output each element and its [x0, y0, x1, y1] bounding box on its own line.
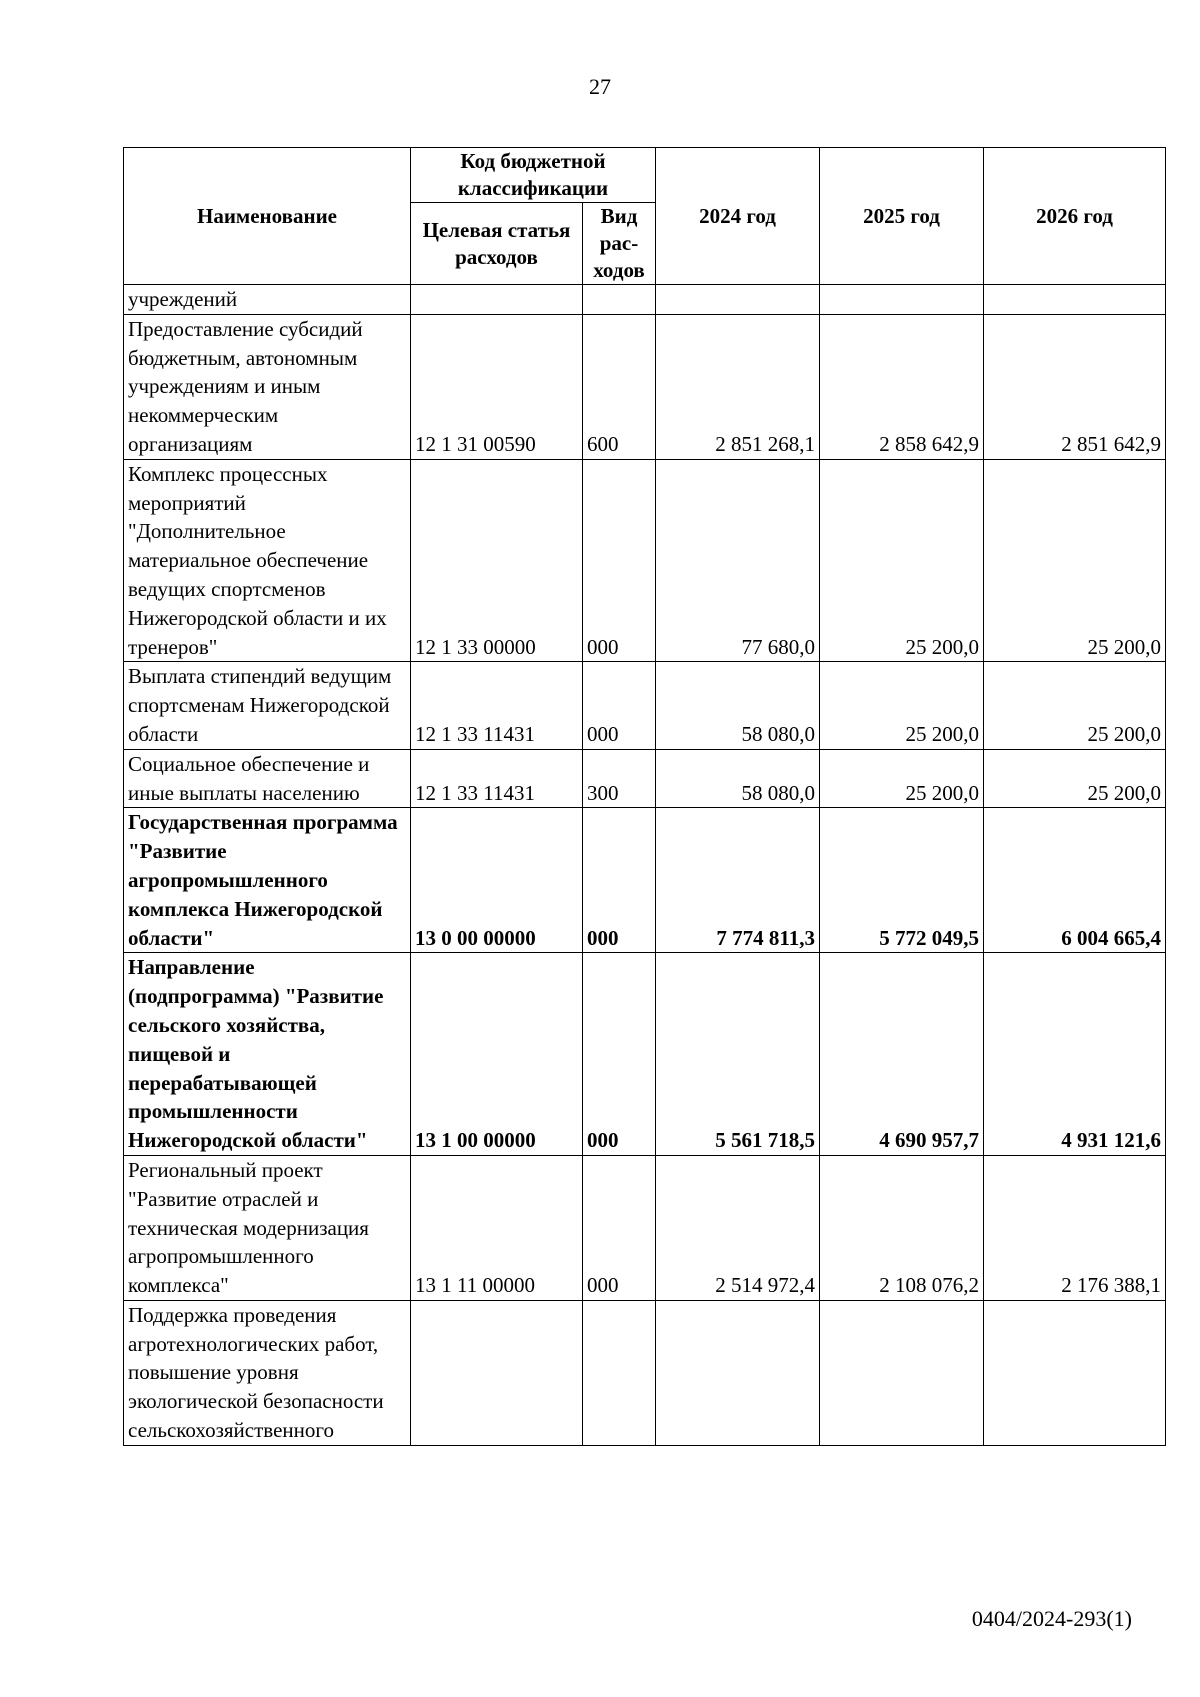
row-2026: 25 200,0 [984, 459, 1166, 662]
row-kind: 000 [583, 808, 656, 953]
table-row [124, 1155, 1166, 1300]
row-code: 13 0 00 00000 [411, 808, 583, 953]
row-kind [583, 1300, 656, 1445]
row-2024 [656, 285, 820, 315]
table-row [124, 662, 1166, 749]
row-name: Социальное обеспечение и иные выплаты населению [124, 749, 411, 808]
header-target: Целевая статья расходов [411, 203, 583, 285]
row-code: 12 1 31 00590 [411, 314, 583, 459]
row-2026: 25 200,0 [984, 749, 1166, 808]
row-name: Региональный проект "Развитие отраслей и техническая модернизация агропромышленного комплекса" [124, 1155, 411, 1300]
table-row [124, 459, 1166, 662]
row-2024: 7 774 811,3 [656, 808, 820, 953]
table-row [124, 808, 1166, 953]
row-2025 [820, 1300, 984, 1445]
document-code: 0404/2024-293(1) [971, 1606, 1132, 1631]
row-2025: 2 858 642,9 [820, 314, 984, 459]
row-2025: 25 200,0 [820, 662, 984, 749]
row-2024 [656, 1300, 820, 1445]
row-2024: 77 680,0 [656, 459, 820, 662]
row-2026 [984, 285, 1166, 315]
row-kind: 000 [583, 459, 656, 662]
row-kind: 000 [583, 662, 656, 749]
row-2026: 2 176 388,1 [984, 1155, 1166, 1300]
row-name: Комплекс процессных мероприятий "Дополнительное материальное обеспечение ведущих спортсменов Нижегородской области и их тренеров" [124, 459, 411, 662]
budget-table [123, 147, 1166, 1446]
row-name: Направление (подпрограмма) "Развитие сельского хозяйства, пищевой и перерабатывающей промышленности Нижегородской области" [124, 953, 411, 1156]
row-kind: 300 [583, 749, 656, 808]
row-kind: 000 [583, 1155, 656, 1300]
row-kind: 000 [583, 953, 656, 1156]
row-code: 12 1 33 00000 [411, 459, 583, 662]
row-2024: 2 514 972,4 [656, 1155, 820, 1300]
row-2026: 25 200,0 [984, 662, 1166, 749]
table-row [124, 314, 1166, 459]
table-row [124, 1300, 1166, 1445]
row-name: Поддержка проведения агротехнологических работ, повышение уровня экологической безопасности сельскохозяйственного [124, 1300, 411, 1445]
page-number: 27 [589, 74, 611, 99]
header-name: Наименование [124, 148, 411, 285]
row-2025: 4 690 957,7 [820, 953, 984, 1156]
row-2025: 25 200,0 [820, 459, 984, 662]
header-kbk: Код бюджетной классификации [411, 148, 656, 203]
table-header-row [124, 148, 1166, 203]
row-2024: 58 080,0 [656, 749, 820, 808]
table-row [124, 285, 1166, 315]
row-2026: 4 931 121,6 [984, 953, 1166, 1156]
row-2024: 2 851 268,1 [656, 314, 820, 459]
row-2024: 5 561 718,5 [656, 953, 820, 1156]
row-2024: 58 080,0 [656, 662, 820, 749]
row-2025: 5 772 049,5 [820, 808, 984, 953]
row-2026: 6 004 665,4 [984, 808, 1166, 953]
row-code: 12 1 33 11431 [411, 662, 583, 749]
row-name: Выплата стипендий ведущим спортсменам Нижегородской области [124, 662, 411, 749]
row-name: Предоставление субсидий бюджетным, автономным учреждениям и иным некоммерческим организациям [124, 314, 411, 459]
header-2026: 2026 год [984, 148, 1166, 285]
row-kind [583, 285, 656, 315]
header-2025: 2025 год [820, 148, 984, 285]
row-code: 13 1 11 00000 [411, 1155, 583, 1300]
header-2024: 2024 год [656, 148, 820, 285]
row-2025 [820, 285, 984, 315]
row-2026 [984, 1300, 1166, 1445]
table-row [124, 749, 1166, 808]
row-kind: 600 [583, 314, 656, 459]
row-2025: 2 108 076,2 [820, 1155, 984, 1300]
row-code: 13 1 00 00000 [411, 953, 583, 1156]
row-code: 12 1 33 11431 [411, 749, 583, 808]
table-row [124, 953, 1166, 1156]
row-code [411, 285, 583, 315]
row-name: учреждений [124, 285, 411, 315]
row-2026: 2 851 642,9 [984, 314, 1166, 459]
row-code [411, 1300, 583, 1445]
row-name: Государственная программа "Развитие агропромышленного комплекса Нижегородской области" [124, 808, 411, 953]
row-2025: 25 200,0 [820, 749, 984, 808]
header-kind: Вид рас-ходов [583, 203, 656, 285]
